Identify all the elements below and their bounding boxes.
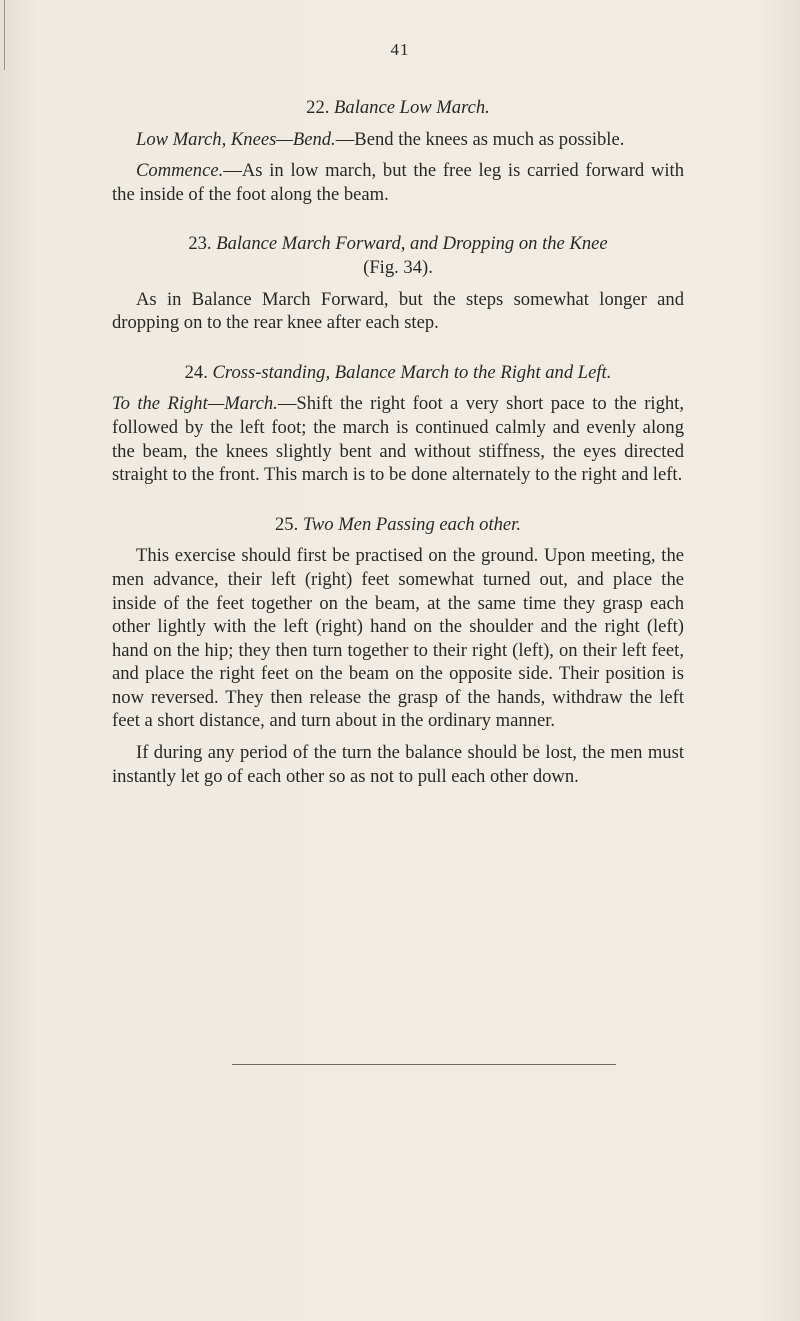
section-22-paragraph-2-text: —As in low march, but the free leg is carried forward with the inside of the foot along the beam.: [112, 160, 684, 205]
section-22-paragraph-1-text: —Bend the knees as much as possible.: [335, 128, 625, 150]
section-25-number: 25.: [274, 513, 299, 535]
section-23-heading: [112, 232, 684, 279]
section-23-title: Balance March Forward, and Dropping on the Knee: [216, 233, 608, 255]
section-24-title: Cross-standing, Balance March to the Right and Left.: [212, 361, 612, 383]
text-column: [112, 96, 684, 788]
section-25-paragraph-2: If during any period of the turn the balance should be lost, the men must instantly let go of each other so as not to pull each other down.: [112, 742, 684, 787]
section-22-heading: [112, 96, 684, 120]
section-24-paragraph-1: [112, 392, 684, 486]
page-number: 41: [390, 40, 410, 59]
section-22-paragraph-2: [112, 159, 684, 206]
section-24-number: 24.: [184, 361, 208, 383]
section-24-paragraph-1-text: —Shift the right foot a very short pace to the right, followed by the left foot; the march is continued calmly and evenly along the beam, the knees slightly bent and without stiffness, the eyes directed straight to the front. This march is to be done alternately to the right and left.: [112, 393, 684, 486]
footer-rule: [232, 1064, 616, 1065]
section-23-figure-ref: (Fig. 34).: [363, 256, 433, 278]
section-22-paragraph-1: [112, 128, 684, 152]
section-24-paragraph-1-lead: To the Right—March.: [112, 393, 278, 415]
section-25-heading: [112, 513, 684, 537]
section-23-paragraph-1: As in Balance March Forward, but the steps somewhat longer and dropping on to the rear knee after each step.: [112, 288, 684, 334]
section-25-paragraph-1: This exercise should first be practised on the ground. Upon meeting, the men advance, their left (right) feet somewhat turned out, and place the inside of the feet together on the beam, at the same time they grasp each other lightly with the left (right) hand on the shoulder and the right (left) hand on the hip; they then turn together to their right (left), on their left feet, and place the right feet on the beam on the opposite side. Their position is now reversed. They then release the grasp of the hands, withdraw the left feet a short distance, and turn about in the ordinary manner.: [112, 545, 684, 732]
section-22-number: 22.: [306, 97, 330, 118]
section-24-heading: [112, 361, 684, 385]
section-22-title: Balance Low March.: [334, 97, 490, 118]
section-25-title: Two Men Passing each other.: [302, 513, 522, 535]
section-22-paragraph-1-lead: Low March, Knees—Bend.: [136, 128, 336, 150]
section-23-number: 23.: [188, 233, 212, 255]
section-22-paragraph-2-lead: Commence.: [136, 160, 224, 182]
